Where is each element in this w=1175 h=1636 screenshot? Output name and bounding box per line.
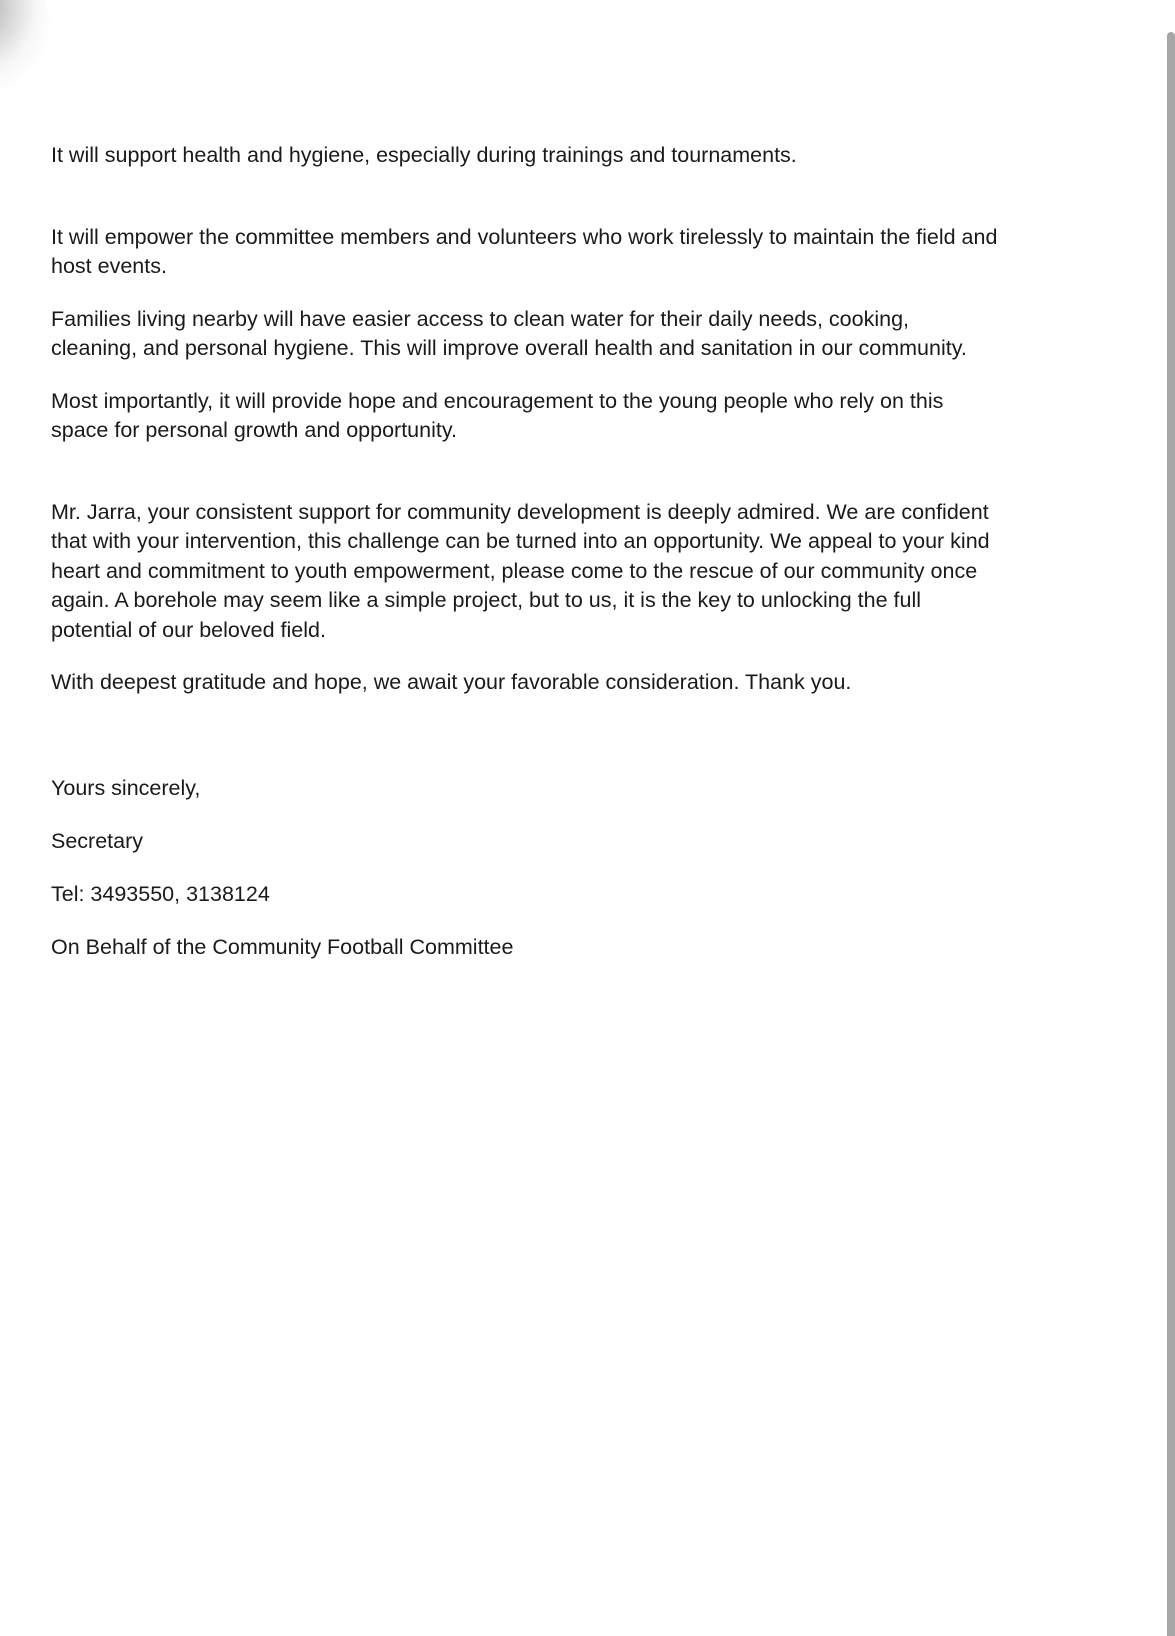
paragraph-empower-committee: It will empower the committee members and volunteers who work tirelessly to maintain the field and host events. [51,224,998,278]
page-corner-shadow [0,0,50,90]
paragraph-gratitude: With deepest gratitude and hope, we await your favorable consideration. Thank you. [51,670,852,694]
paragraph-families-water: Families living nearby will have easier access to clean water for their daily needs, cooking, cleaning, and personal hygiene. This will improve overall health and sanitation in our community. [51,306,967,360]
signature-block [51,774,1001,963]
scrollbar[interactable] [1165,0,1175,1636]
scrollbar-thumb[interactable] [1167,32,1175,1636]
paragraph-hope-youth: Most importantly, it will provide hope and encouragement to the young people who rely on this space for personal growth and opportunity. [51,388,944,442]
closing-text: Yours sincerely, [51,775,201,800]
paragraph-health-hygiene: It will support health and hygiene, especially during trainings and tournaments. [51,143,797,167]
telephone-numbers: Tel: 3493550, 3138124 [51,881,270,906]
letter-body [51,141,1001,986]
on-behalf-line: On Behalf of the Community Football Committee [51,934,514,959]
paragraph-appeal: Mr. Jarra, your consistent support for community development is deeply admired. We are confident that with your intervention, this challenge can be turned into an opportunity. We appeal to your kind heart and commitment to youth empowerment, please come to the rescue of our community once again. A borehole may seem like a simple project, but to us, it is the key to unlocking the full potential of our beloved field. [51,499,990,642]
signatory-title: Secretary [51,828,144,853]
